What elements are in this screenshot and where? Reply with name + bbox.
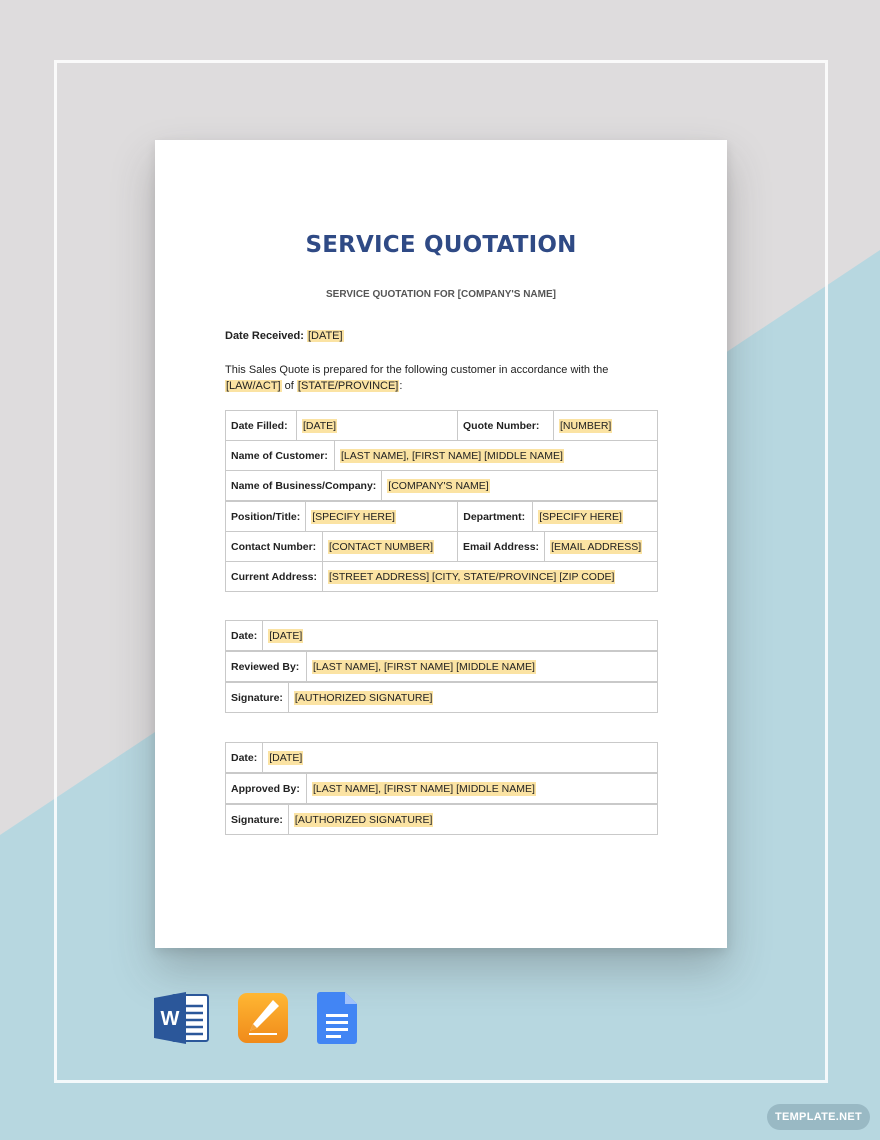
review-signature-label: Signature: bbox=[226, 683, 289, 713]
address-value: [STREET ADDRESS] [CITY, STATE/PROVINCE] [ZIP CODE] bbox=[328, 570, 615, 583]
table-row bbox=[226, 805, 658, 835]
contact-value: [CONTACT NUMBER] bbox=[329, 540, 434, 553]
review-table-row-2 bbox=[225, 651, 658, 682]
department-value: [SPECIFY HERE] bbox=[539, 510, 622, 523]
review-date-label: Date: bbox=[226, 621, 263, 651]
intro-end: : bbox=[399, 380, 403, 392]
business-value: [COMPANY'S NAME] bbox=[388, 479, 489, 492]
quote-number-label: Quote Number: bbox=[458, 411, 554, 441]
date-received-label: Date Received: bbox=[225, 330, 304, 342]
intro-paragraph bbox=[225, 362, 645, 394]
approved-by-field[interactable] bbox=[307, 774, 658, 804]
approval-date-field[interactable] bbox=[263, 743, 658, 773]
watermark-badge: TEMPLATE.NET bbox=[767, 1104, 870, 1130]
date-filled-label: Date Filled: bbox=[226, 411, 297, 441]
business-field[interactable] bbox=[382, 471, 658, 501]
approval-table-row-2 bbox=[225, 773, 658, 804]
date-filled-value: [DATE] bbox=[303, 419, 337, 432]
customer-table-row-4 bbox=[225, 501, 658, 532]
business-label: Name of Business/Company: bbox=[226, 471, 382, 501]
approval-signature-value: [AUTHORIZED SIGNATURE] bbox=[294, 813, 433, 826]
date-received-value: [DATE] bbox=[307, 330, 343, 342]
table-row bbox=[226, 774, 658, 804]
table-row bbox=[226, 441, 658, 471]
table-row bbox=[226, 471, 658, 501]
customer-table bbox=[225, 410, 658, 441]
date-filled-field[interactable] bbox=[297, 411, 458, 441]
intro-law: [LAW/ACT] bbox=[226, 380, 281, 392]
customer-table-row-5 bbox=[225, 531, 658, 562]
email-field[interactable] bbox=[545, 532, 658, 562]
approval-signature-label: Signature: bbox=[226, 805, 289, 835]
table-row bbox=[226, 652, 658, 682]
email-label: Email Address: bbox=[458, 532, 545, 562]
approval-date-label: Date: bbox=[226, 743, 263, 773]
quote-number-value: [NUMBER] bbox=[560, 419, 612, 432]
address-field[interactable] bbox=[322, 562, 657, 592]
contact-label: Contact Number: bbox=[226, 532, 323, 562]
reviewed-by-field[interactable] bbox=[307, 652, 658, 682]
customer-table-row-6 bbox=[225, 561, 658, 592]
approval-date-value: [DATE] bbox=[269, 751, 303, 764]
customer-table-row-2 bbox=[225, 440, 658, 471]
reviewed-by-value: [LAST NAME], [FIRST NAME] [MIDDLE NAME] bbox=[313, 660, 535, 673]
review-signature-value: [AUTHORIZED SIGNATURE] bbox=[294, 691, 433, 704]
approval-signature-field[interactable] bbox=[288, 805, 657, 835]
pages-icon[interactable] bbox=[237, 992, 289, 1044]
review-date-value: [DATE] bbox=[269, 629, 303, 642]
email-value: [EMAIL ADDRESS] bbox=[551, 540, 642, 553]
review-table bbox=[225, 620, 658, 651]
department-field[interactable] bbox=[533, 502, 658, 532]
approval-table bbox=[225, 742, 658, 773]
table-row bbox=[226, 411, 658, 441]
review-signature-field[interactable] bbox=[288, 683, 657, 713]
customer-name-label: Name of Customer: bbox=[226, 441, 335, 471]
table-row bbox=[226, 683, 658, 713]
page-title: SERVICE QUOTATION bbox=[305, 232, 577, 258]
customer-name-field[interactable] bbox=[335, 441, 658, 471]
reviewed-by-label: Reviewed By: bbox=[226, 652, 307, 682]
word-icon[interactable] bbox=[154, 992, 210, 1044]
approval-table-row-3 bbox=[225, 804, 658, 835]
position-value: [SPECIFY HERE] bbox=[312, 510, 395, 523]
intro-state: [STATE/PROVINCE] bbox=[297, 380, 399, 392]
table-row bbox=[226, 532, 658, 562]
intro-text: This Sales Quote is prepared for the following customer in accordance with the bbox=[225, 364, 609, 376]
review-date-field[interactable] bbox=[263, 621, 658, 651]
customer-name-value: [LAST NAME], [FIRST NAME] [MIDDLE NAME] bbox=[341, 449, 563, 462]
word-icon-letter: W bbox=[160, 1008, 180, 1030]
approved-by-value: [LAST NAME], [FIRST NAME] [MIDDLE NAME] bbox=[313, 782, 535, 795]
quote-number-field[interactable] bbox=[554, 411, 658, 441]
table-row bbox=[226, 621, 658, 651]
page-subtitle: SERVICE QUOTATION FOR [COMPANY'S NAME] bbox=[326, 289, 556, 300]
address-label: Current Address: bbox=[226, 562, 323, 592]
position-field[interactable] bbox=[306, 502, 458, 532]
document-page bbox=[155, 140, 727, 948]
table-row bbox=[226, 562, 658, 592]
review-table-row-3 bbox=[225, 682, 658, 713]
contact-field[interactable] bbox=[323, 532, 458, 562]
intro-of: of bbox=[284, 380, 294, 392]
approved-by-label: Approved By: bbox=[226, 774, 307, 804]
google-docs-icon[interactable] bbox=[317, 992, 359, 1044]
position-label: Position/Title: bbox=[226, 502, 306, 532]
table-row bbox=[226, 743, 658, 773]
department-label: Department: bbox=[458, 502, 533, 532]
table-row bbox=[226, 502, 658, 532]
customer-table-row-3 bbox=[225, 470, 658, 501]
date-received-line bbox=[225, 330, 344, 342]
